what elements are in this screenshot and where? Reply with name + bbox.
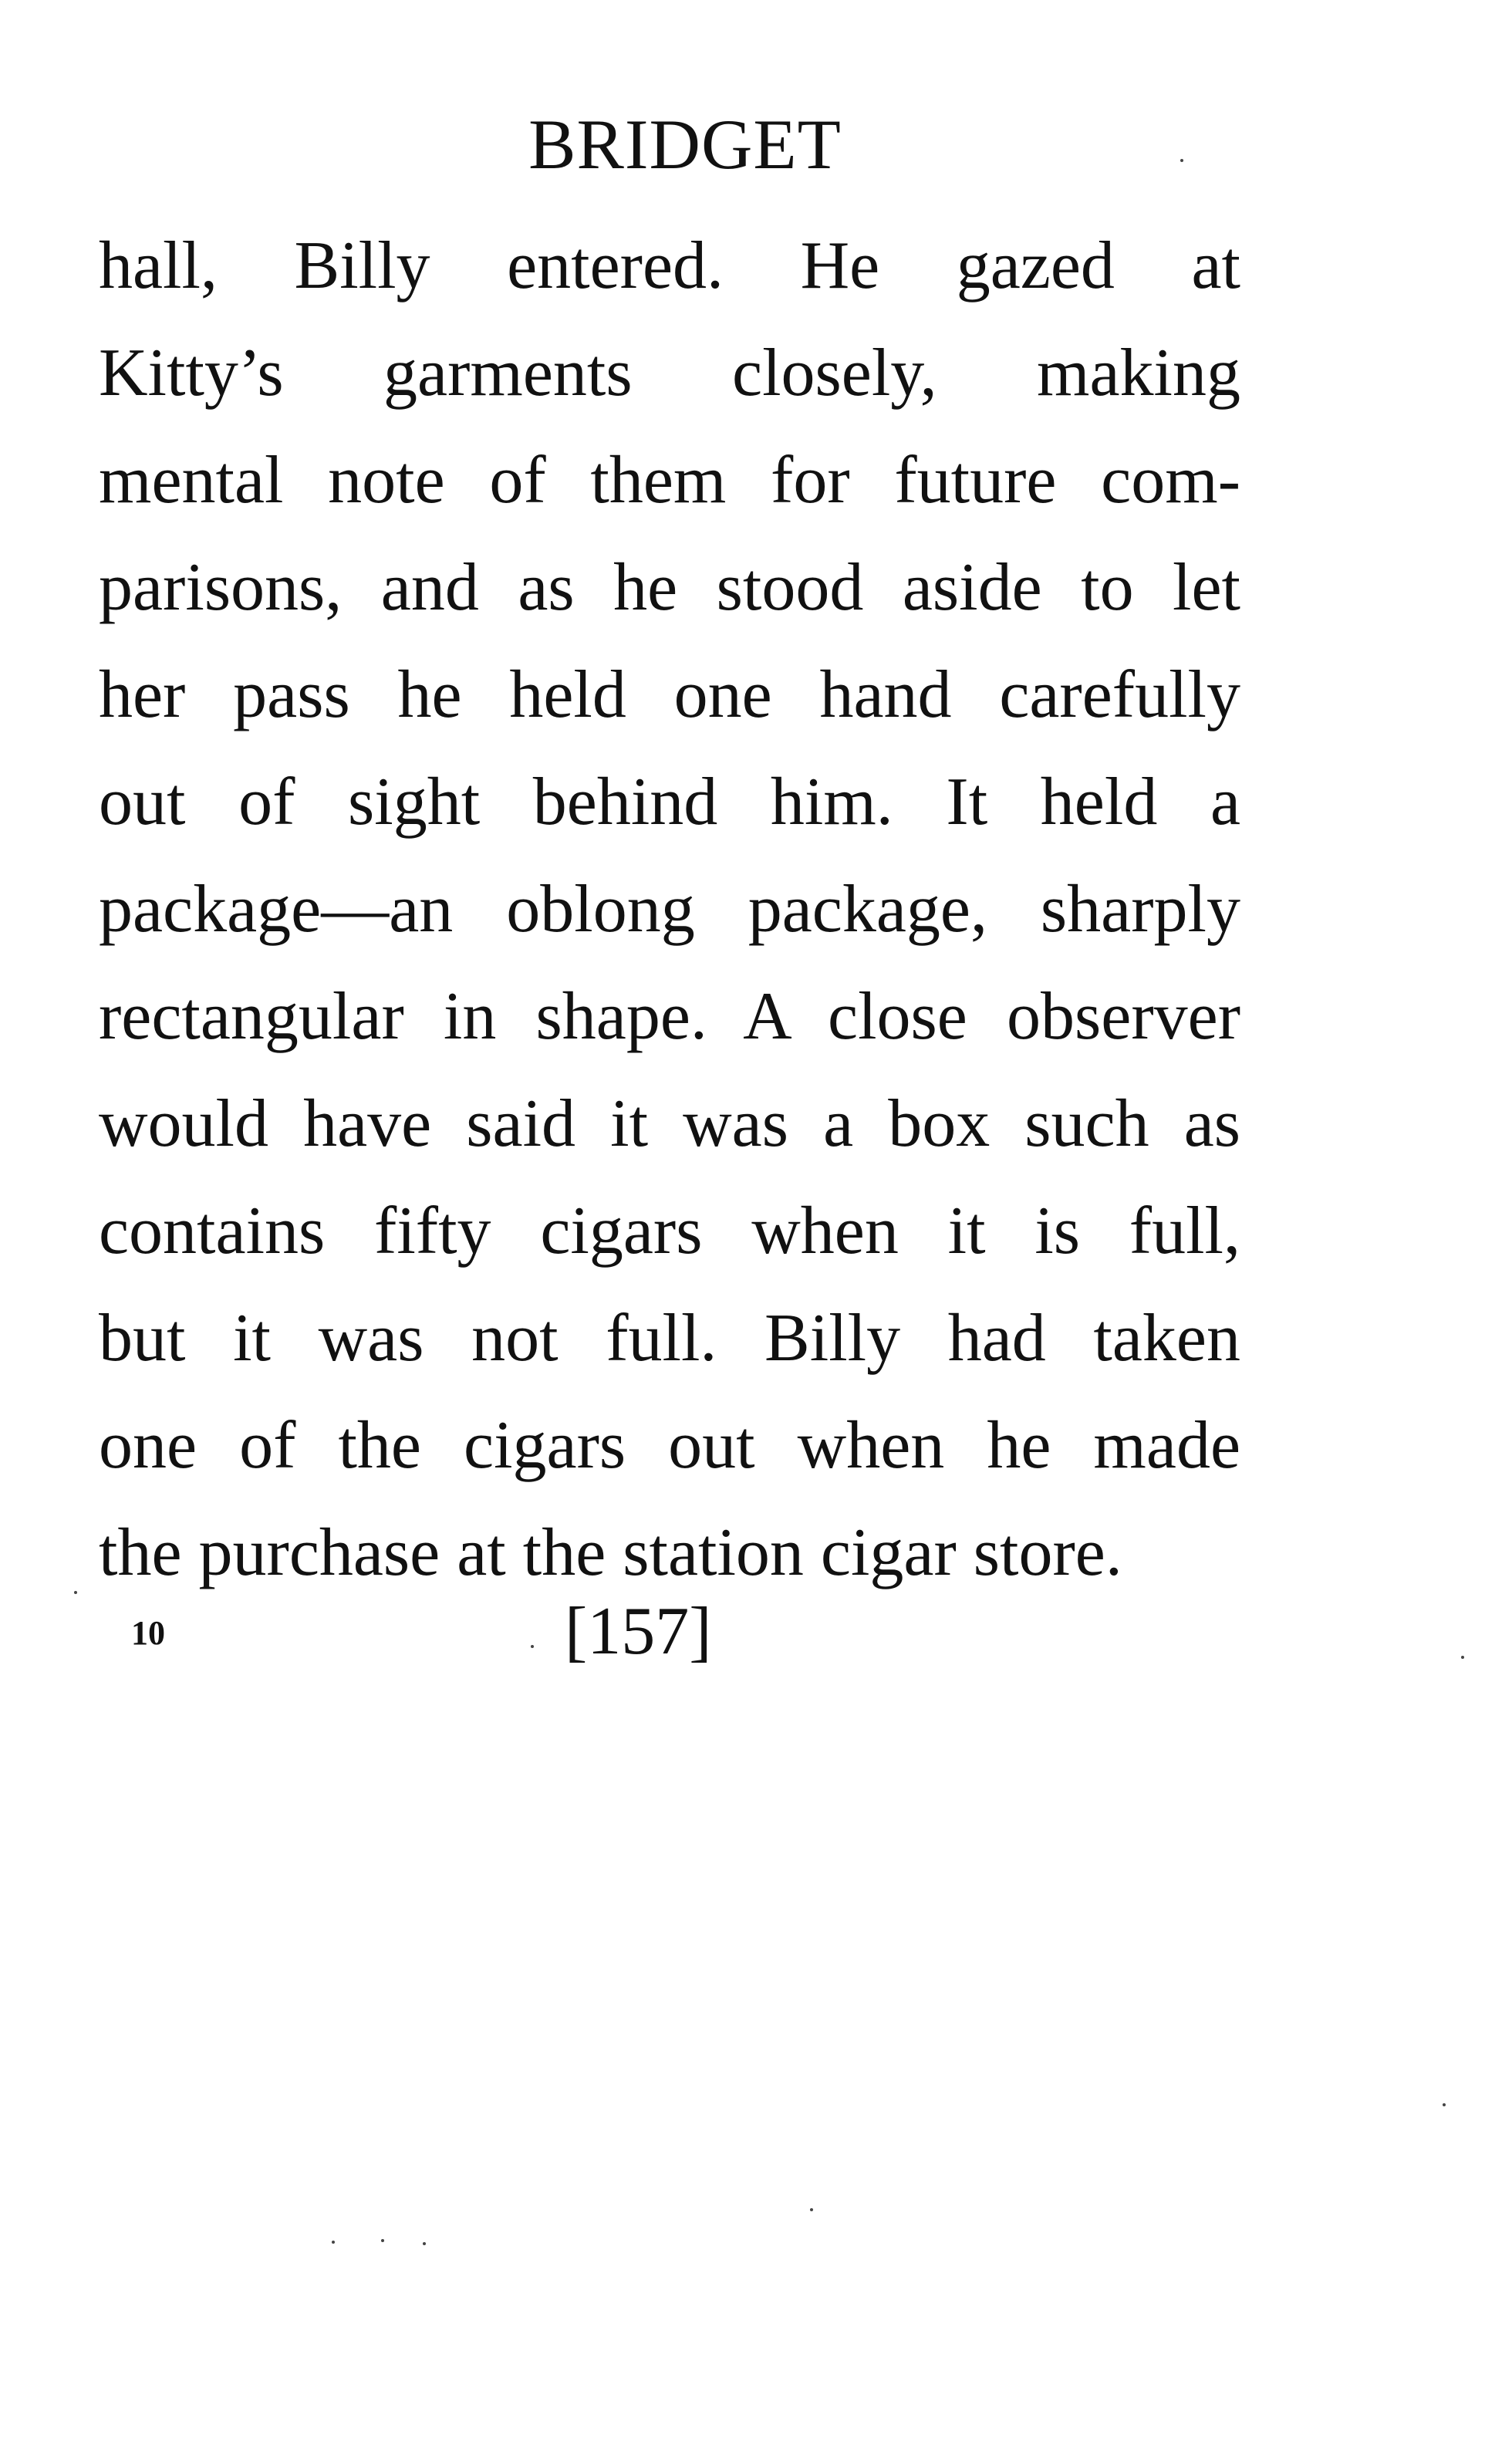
text-line: would have said it was a box such as xyxy=(99,1086,1240,1161)
paper-speck xyxy=(1461,1656,1464,1659)
text-line: her pass he held one hand carefully xyxy=(99,657,1240,732)
text-line: rectangular in shape. A close observer xyxy=(99,979,1240,1054)
paper-speck xyxy=(74,1591,77,1594)
paper-speck xyxy=(531,1645,534,1648)
running-head: BRIDGET xyxy=(528,105,842,184)
signature-mark: 10 xyxy=(131,1614,165,1652)
paper-speck xyxy=(381,2239,384,2242)
text-line: parisons, and as he stood aside to let xyxy=(99,550,1240,625)
paper-speck xyxy=(423,2242,426,2245)
paper-speck xyxy=(810,2208,813,2211)
text-line: Kitty’s garments closely, making xyxy=(99,336,1240,410)
text-line: out of sight behind him. It held a xyxy=(99,765,1240,839)
paper-speck xyxy=(1180,159,1183,162)
paper-speck xyxy=(332,2241,335,2244)
paper-speck xyxy=(1443,2103,1446,2106)
text-line: hall, Billy entered. He gazed at xyxy=(99,228,1240,303)
text-line: the purchase at the station cigar store. xyxy=(99,1515,1122,1590)
text-line: but it was not full. Billy had taken xyxy=(99,1301,1240,1376)
text-line: mental note of them for future com- xyxy=(99,443,1240,518)
body-text xyxy=(99,224,1240,1618)
page-number: [157] xyxy=(565,1594,712,1669)
text-line: one of the cigars out when he made xyxy=(99,1408,1240,1483)
text-line: contains fifty cigars when it is full, xyxy=(99,1194,1240,1268)
text-line: package—an oblong package, sharply xyxy=(99,872,1240,947)
